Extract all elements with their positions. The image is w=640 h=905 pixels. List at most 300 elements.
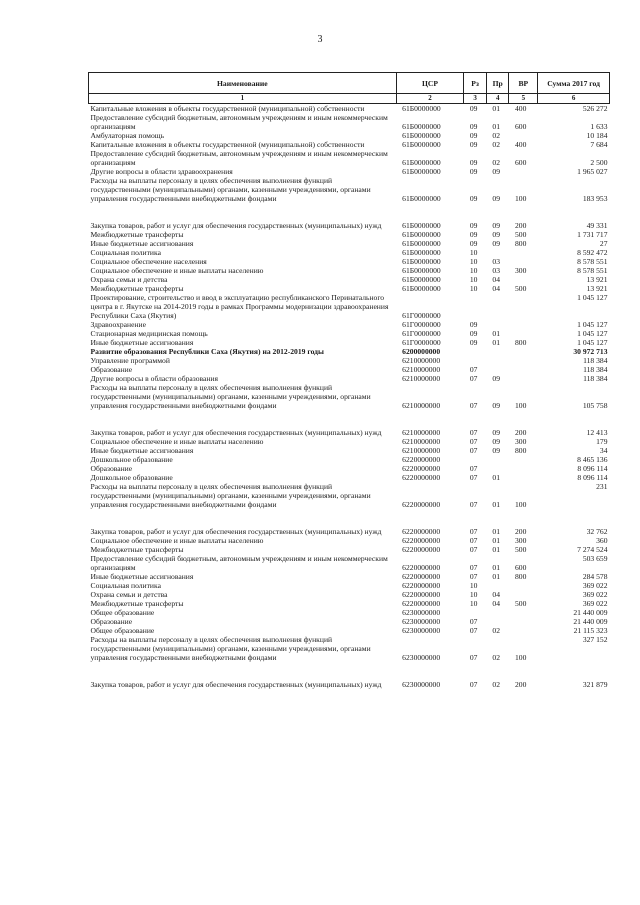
row-name: Дошкольное образование (90, 455, 173, 464)
table-row (89, 527, 610, 536)
row-pr: 04 (492, 284, 501, 293)
table-row (89, 437, 610, 446)
row-csr: 6220000000 (402, 572, 441, 581)
row-name: Социальное обеспечение и иные выплаты населению (90, 536, 264, 545)
row-vr (509, 617, 538, 626)
row-pr (486, 320, 509, 329)
row-sum: 1 633 (590, 122, 608, 131)
row-csr: 6200000000 (402, 347, 441, 356)
row-csr: 6210000000 (402, 401, 441, 410)
row-rz: 07 (469, 401, 478, 410)
row-rz: 09 (469, 221, 478, 230)
row-pr: 02 (492, 680, 501, 689)
row-rz (464, 410, 487, 428)
row-vr (509, 590, 538, 599)
table-row (89, 356, 610, 365)
row-pr: 09 (492, 221, 501, 230)
table-row (89, 599, 610, 608)
header-index: 4 (486, 94, 509, 104)
row-vr (509, 365, 538, 374)
row-rz: 09 (469, 131, 478, 140)
row-vr: 600 (514, 158, 527, 167)
table-row (89, 464, 610, 473)
table-row (89, 617, 610, 626)
row-name: Иные бюджетные ассигнования (90, 446, 194, 455)
table-row (89, 104, 610, 114)
row-pr: 01 (492, 527, 501, 536)
row-rz: 10 (469, 257, 478, 266)
row-sum: 118 384 (583, 356, 608, 365)
row-pr (486, 608, 509, 617)
row-sum: 10 184 (586, 131, 608, 140)
table-row (89, 203, 610, 221)
row-name: Здравоохранение (90, 320, 146, 329)
row-vr (509, 257, 538, 266)
row-sum: 32 762 (586, 527, 608, 536)
row-csr: 61Г0000000 (402, 338, 441, 347)
row-vr (509, 662, 538, 680)
row-name: Капитальные вложения в объекты государственной (муниципальной) собственности (90, 104, 365, 113)
row-csr: 6220000000 (402, 536, 441, 545)
row-pr (486, 464, 509, 473)
row-sum: 49 331 (586, 221, 608, 230)
row-vr (509, 248, 538, 257)
row-rz: 09 (469, 230, 478, 239)
row-rz: 09 (469, 122, 478, 131)
row-name: Социальная политика (90, 581, 161, 590)
row-name: Социальная политика (90, 248, 161, 257)
row-vr (509, 464, 538, 473)
row-sum: 1 045 127 (577, 293, 608, 302)
row-csr (396, 509, 464, 527)
row-sum: 1 731 717 (577, 230, 608, 239)
row-pr: 02 (492, 653, 501, 662)
table-row (89, 167, 610, 176)
row-csr: 61Г0000000 (402, 320, 441, 329)
row-vr: 100 (514, 653, 527, 662)
row-sum: 284 578 (582, 572, 608, 581)
row-csr: 61Г0000000 (402, 311, 441, 320)
row-vr: 600 (514, 563, 527, 572)
row-sum: 7 274 524 (577, 545, 608, 554)
row-name: Межбюджетные трансферты (90, 284, 184, 293)
row-rz: 10 (469, 284, 478, 293)
row-rz: 10 (469, 266, 478, 275)
table-row (89, 626, 610, 635)
row-sum: 1 965 027 (577, 167, 608, 176)
row-csr: 61Б0000000 (402, 257, 441, 266)
row-csr: 6220000000 (402, 590, 441, 599)
row-vr: 600 (514, 122, 527, 131)
row-pr (486, 248, 509, 257)
row-sum: 369 022 (582, 581, 608, 590)
row-vr (509, 347, 538, 356)
table-row (89, 293, 610, 320)
row-vr (509, 410, 538, 428)
row-pr: 09 (492, 239, 501, 248)
row-sum: 321 879 (582, 680, 608, 689)
row-name: Иные бюджетные ассигнования (90, 572, 194, 581)
row-sum (538, 203, 610, 221)
row-csr: 6230000000 (402, 653, 441, 662)
row-vr (509, 320, 538, 329)
row-vr (509, 581, 538, 590)
row-csr: 6220000000 (402, 545, 441, 554)
row-rz: 09 (469, 329, 478, 338)
row-pr: 01 (492, 329, 501, 338)
row-rz: 09 (469, 320, 478, 329)
row-csr: 61Б0000000 (402, 275, 441, 284)
row-pr: 01 (492, 473, 501, 482)
row-name (89, 662, 397, 680)
row-csr: 6220000000 (402, 473, 441, 482)
row-pr: 04 (492, 599, 501, 608)
row-vr (509, 203, 538, 221)
row-pr: 02 (492, 158, 501, 167)
row-pr (486, 293, 509, 320)
row-rz: 07 (469, 563, 478, 572)
row-vr: 400 (514, 140, 527, 149)
row-csr: 6220000000 (402, 500, 441, 509)
row-rz: 09 (469, 194, 478, 203)
row-name: Охрана семьи и детства (90, 275, 168, 284)
row-sum: 30 972 713 (573, 347, 608, 356)
row-sum: 1 045 127 (577, 338, 608, 347)
row-csr (396, 410, 464, 428)
row-name: Закупка товаров, работ и услуг для обеспечения государственных (муниципальных) нужд (90, 680, 382, 689)
row-csr: 61Б0000000 (402, 104, 441, 113)
row-csr: 6220000000 (402, 464, 441, 473)
row-rz (464, 347, 487, 356)
header-index: 3 (464, 94, 487, 104)
row-pr: 01 (492, 500, 501, 509)
row-vr: 800 (514, 338, 527, 347)
row-vr (509, 608, 538, 617)
row-pr: 09 (492, 194, 501, 203)
row-csr: 6230000000 (402, 680, 441, 689)
row-name: Предоставление субсидий бюджетным, автономным учреждениям и иным некоммерческим организациям (90, 113, 388, 131)
row-sum: 8 578 551 (577, 257, 608, 266)
row-vr (509, 293, 538, 320)
row-pr: 01 (492, 545, 501, 554)
row-rz: 09 (469, 158, 478, 167)
header-csr: ЦСР (396, 73, 464, 94)
row-name: Амбулаторная помощь (90, 131, 165, 140)
row-sum: 21 440 009 (573, 608, 608, 617)
row-pr: 01 (492, 536, 501, 545)
row-vr (509, 131, 538, 140)
row-rz (464, 662, 487, 680)
row-sum: 8 096 114 (577, 473, 608, 482)
row-vr: 800 (514, 446, 527, 455)
row-vr (509, 329, 538, 338)
row-csr: 6220000000 (402, 455, 441, 464)
table-row (89, 365, 610, 374)
row-vr: 400 (514, 104, 527, 113)
row-name: Расходы на выплаты персоналу в целях обеспечения выполнения функций государственными (муниципальными) органами, казенными учреждениями, органами управления государственными внебюджетными фондами (90, 176, 371, 203)
row-vr (509, 509, 538, 527)
row-vr: 800 (514, 572, 527, 581)
page-number: 3 (317, 34, 323, 45)
row-name: Межбюджетные трансферты (90, 599, 184, 608)
row-rz: 10 (469, 599, 478, 608)
row-pr (486, 203, 509, 221)
table-row (89, 275, 610, 284)
row-name: Образование (90, 617, 133, 626)
row-sum: 27 (599, 239, 608, 248)
row-rz: 07 (469, 473, 478, 482)
row-csr: 61Б0000000 (402, 131, 441, 140)
row-sum: 8 592 472 (577, 248, 608, 257)
row-pr: 01 (492, 572, 501, 581)
row-name (89, 203, 397, 221)
row-pr (486, 356, 509, 365)
table-row (89, 176, 610, 203)
row-csr: 6220000000 (402, 563, 441, 572)
table-row (89, 428, 610, 437)
row-sum: 7 684 (590, 140, 608, 149)
table-row (89, 680, 610, 689)
table-row (89, 536, 610, 545)
row-vr (509, 473, 538, 482)
row-vr: 100 (514, 500, 527, 509)
row-vr: 200 (514, 221, 527, 230)
table-row (89, 572, 610, 581)
header-index: 6 (538, 94, 610, 104)
row-sum: 1 045 127 (577, 320, 608, 329)
row-vr: 300 (514, 266, 527, 275)
row-pr: 01 (492, 563, 501, 572)
table-row (89, 257, 610, 266)
row-name: Развитие образования Республики Саха (Якутия) на 2012-2019 годы (90, 347, 324, 356)
table-row (89, 239, 610, 248)
row-name: Предоставление субсидий бюджетным, автономным учреждениям и иным некоммерческим организациям (90, 554, 388, 572)
row-sum: 369 022 (582, 590, 608, 599)
row-pr (486, 455, 509, 464)
row-sum: 179 (596, 437, 608, 446)
row-rz: 07 (469, 428, 478, 437)
row-csr: 6230000000 (402, 626, 441, 635)
row-pr: 09 (492, 167, 501, 176)
table-row (89, 482, 610, 509)
row-vr: 200 (514, 428, 527, 437)
row-pr (486, 347, 509, 356)
row-csr: 6210000000 (402, 437, 441, 446)
row-csr: 6220000000 (402, 581, 441, 590)
row-vr (509, 374, 538, 383)
row-name: Стационарная медицинская помощь (90, 329, 208, 338)
row-sum: 327 152 (582, 635, 608, 644)
row-name: Социальное обеспечение и иные выплаты населению (90, 437, 264, 446)
row-vr (509, 167, 538, 176)
row-rz: 07 (469, 680, 478, 689)
table-row (89, 113, 610, 131)
row-vr: 300 (514, 437, 527, 446)
row-vr: 100 (514, 401, 527, 410)
header-rz: Рз (464, 73, 487, 94)
row-name: Расходы на выплаты персоналу в целях обеспечения выполнения функций государственными (муниципальными) органами, казенными учреждениями, органами управления государственными внебюджетными фондами (90, 482, 371, 509)
row-vr: 200 (514, 680, 527, 689)
table-row (89, 347, 610, 356)
table-row (89, 266, 610, 275)
row-pr (486, 662, 509, 680)
row-rz: 10 (469, 248, 478, 257)
row-sum: 105 758 (582, 401, 608, 410)
table-row (89, 320, 610, 329)
row-pr: 01 (492, 338, 501, 347)
row-csr: 61Б0000000 (402, 239, 441, 248)
row-name: Закупка товаров, работ и услуг для обеспечения государственных (муниципальных) нужд (90, 428, 382, 437)
row-vr: 300 (514, 536, 527, 545)
row-rz: 09 (469, 140, 478, 149)
row-sum: 12 413 (586, 428, 608, 437)
row-rz: 07 (469, 626, 478, 635)
row-name: Другие вопросы в области здравоохранения (90, 167, 233, 176)
table-row (89, 635, 610, 662)
row-csr: 61Б0000000 (402, 167, 441, 176)
row-name: Образование (90, 464, 133, 473)
row-pr (486, 365, 509, 374)
row-rz: 09 (469, 104, 478, 113)
row-csr: 6230000000 (402, 608, 441, 617)
row-name: Межбюджетные трансферты (90, 230, 184, 239)
row-pr: 03 (492, 266, 501, 275)
row-vr (509, 356, 538, 365)
row-rz (464, 509, 487, 527)
row-csr: 6220000000 (402, 599, 441, 608)
row-sum: 231 (596, 482, 608, 491)
row-name (89, 410, 397, 428)
row-sum: 526 272 (582, 104, 608, 113)
row-sum: 8 578 551 (577, 266, 608, 275)
row-name (89, 509, 397, 527)
table-row (89, 662, 610, 680)
row-csr: 6210000000 (402, 365, 441, 374)
row-name: Социальное обеспечение и иные выплаты населению (90, 266, 264, 275)
header-vr: ВР (509, 73, 538, 94)
row-sum: 21 440 009 (573, 617, 608, 626)
row-rz: 10 (469, 581, 478, 590)
row-name: Расходы на выплаты персоналу в целях обеспечения выполнения функций государственными (муниципальными) органами, казенными учреждениями, органами управления государственными внебюджетными фондами (90, 383, 371, 410)
table-row (89, 473, 610, 482)
row-vr: 500 (514, 545, 527, 554)
row-sum (538, 410, 610, 428)
row-pr: 02 (492, 140, 501, 149)
row-csr: 6210000000 (402, 374, 441, 383)
row-sum: 8 096 114 (577, 464, 608, 473)
row-rz: 07 (469, 527, 478, 536)
row-pr: 01 (492, 122, 501, 131)
row-rz: 07 (469, 365, 478, 374)
row-sum (538, 662, 610, 680)
row-name: Закупка товаров, работ и услуг для обеспечения государственных (муниципальных) нужд (90, 527, 382, 536)
row-name: Иные бюджетные ассигнования (90, 239, 194, 248)
row-name: Охрана семьи и детства (90, 590, 168, 599)
row-rz: 07 (469, 572, 478, 581)
table-row (89, 590, 610, 599)
row-csr: 61Г0000000 (402, 329, 441, 338)
table-row (89, 608, 610, 617)
header-index: 5 (509, 94, 538, 104)
row-name: Социальное обеспечение населения (90, 257, 207, 266)
row-csr: 61Б0000000 (402, 248, 441, 257)
row-name: Дошкольное образование (90, 473, 173, 482)
row-pr: 01 (492, 104, 501, 113)
row-rz: 07 (469, 374, 478, 383)
row-vr: 500 (514, 230, 527, 239)
row-name: Общее образование (90, 626, 155, 635)
row-vr: 500 (514, 599, 527, 608)
header-index: 1 (89, 94, 397, 104)
row-sum: 503 659 (582, 554, 608, 563)
row-csr: 61Б0000000 (402, 284, 441, 293)
row-pr: 03 (492, 257, 501, 266)
row-name: Капитальные вложения в объекты государственной (муниципальной) собственности (90, 140, 365, 149)
row-pr: 09 (492, 374, 501, 383)
table-row (89, 284, 610, 293)
row-vr: 100 (514, 194, 527, 203)
table-body (89, 104, 610, 690)
row-name: Общее образование (90, 608, 155, 617)
row-sum: 360 (596, 536, 608, 545)
header-index-row (89, 94, 610, 104)
header-name: Наименование (89, 73, 397, 94)
row-vr (509, 275, 538, 284)
row-rz: 09 (469, 239, 478, 248)
table-row (89, 383, 610, 410)
row-sum: 183 953 (582, 194, 608, 203)
row-pr: 02 (492, 131, 501, 140)
table-row (89, 338, 610, 347)
row-sum: 13 921 (586, 284, 608, 293)
row-csr (396, 203, 464, 221)
row-pr (486, 410, 509, 428)
row-name: Проектирование, строительство и ввод в эксплуатацию республиканского Перинатального центра в г. Якутске на 2014-2019 годы в рамках Программы модернизации здравоохранения Республики Саха (Якутия) (90, 293, 389, 320)
row-pr: 09 (492, 446, 501, 455)
row-rz (464, 608, 487, 617)
row-csr: 61Б0000000 (402, 158, 441, 167)
table-row (89, 248, 610, 257)
row-rz: 07 (469, 617, 478, 626)
row-vr: 800 (514, 239, 527, 248)
row-rz: 09 (469, 167, 478, 176)
row-sum (538, 509, 610, 527)
row-csr: 61Б0000000 (402, 194, 441, 203)
header-index: 2 (396, 94, 464, 104)
row-csr: 6230000000 (402, 617, 441, 626)
row-name: Иные бюджетные ассигнования (90, 338, 194, 347)
table-row (89, 221, 610, 230)
table-row (89, 446, 610, 455)
row-pr: 09 (492, 230, 501, 239)
row-rz: 10 (469, 275, 478, 284)
row-sum: 2 500 (590, 158, 608, 167)
row-rz: 07 (469, 545, 478, 554)
row-rz: 07 (469, 500, 478, 509)
row-rz: 09 (469, 338, 478, 347)
row-rz (464, 356, 487, 365)
row-name: Другие вопросы в области образования (90, 374, 218, 383)
table-row (89, 455, 610, 464)
row-sum: 34 (599, 446, 608, 455)
table-row (89, 149, 610, 167)
row-pr: 09 (492, 437, 501, 446)
budget-table (88, 72, 610, 689)
table-row (89, 509, 610, 527)
row-rz (464, 455, 487, 464)
row-rz: 07 (469, 437, 478, 446)
header-pr: Пр (486, 73, 509, 94)
